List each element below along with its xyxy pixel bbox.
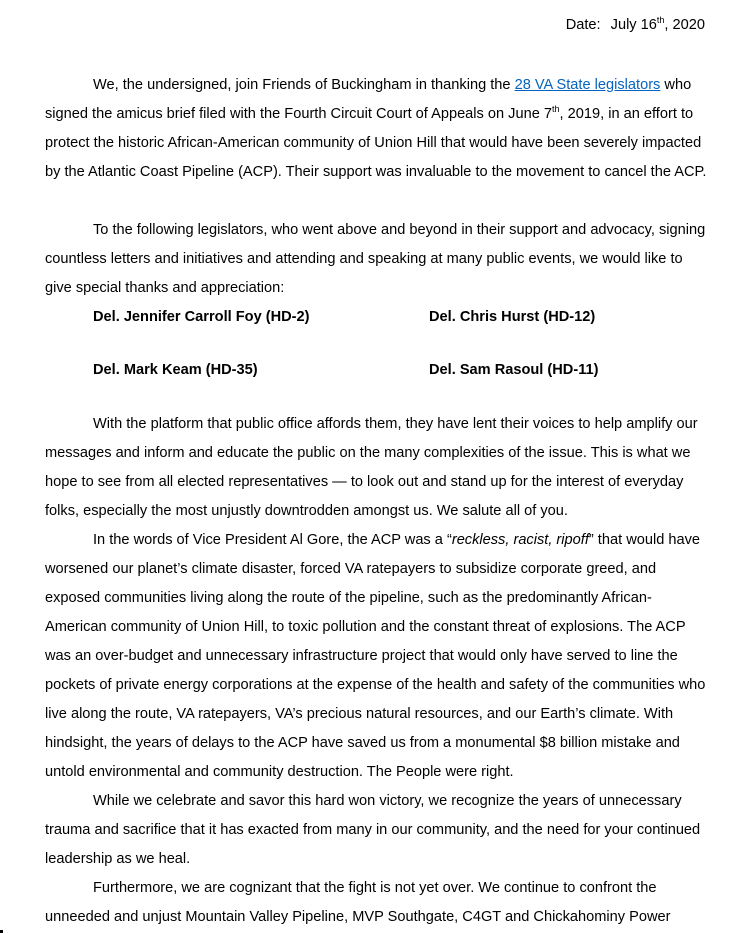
- date-value: [611, 17, 705, 33]
- date-year: , 2020: [664, 17, 705, 33]
- paragraph-gore-quote: [45, 526, 711, 787]
- date-ordinal: th: [656, 15, 665, 26]
- paragraph-thanks: [45, 71, 711, 187]
- p6-text: Furthermore, we are cognizant that the fight is not yet over. We continue to confront the unneeded and unjust Mountain Valley Pipeline, MVP Southgate, C4GT and Chickahominy Power: [45, 880, 671, 925]
- p4-text-a: In the words of Vice President Al Gore, the ACP was a “: [93, 532, 452, 548]
- p1-text-b: who signed the amicus brief filed with the Fourth Circuit Court of Appeals on June 7: [45, 77, 692, 122]
- paragraph-special-thanks: [45, 216, 711, 303]
- p1-text-c: , 2019, in an effort to protect the historic African-American community of Union Hill that would have been severely impacted by the Atlantic Coast Pipeline (ACP). Their support was invaluable to the movement to cancel the ACP.: [45, 106, 707, 180]
- date-day: July 16: [610, 17, 657, 33]
- legislator-name: Del. Sam Rasoul (HD-11): [429, 362, 599, 378]
- p3-text: With the platform that public office affords them, they have lent their voices to help amplify our messages and inform and educate the public on the many complexities of the issue. This is what we hope to see from all elected representatives — to look out and stand up for the interest of everyday folks, especially the most unjustly downtrodden amongst us. We salute all of you.: [45, 416, 698, 519]
- p5-text: While we celebrate and savor this hard won victory, we recognize the years of unnecessary trauma and sacrifice that it has exacted from many in our community, and the need for your continued leadership as we heal.: [45, 793, 701, 867]
- p2-text: To the following legislators, who went above and beyond in their support and advocacy, signing countless letters and initiatives and attending and speaking at many public events, we would like to give special thanks and appreciation:: [45, 222, 706, 296]
- gore-quote: reckless, racist, ripoff: [451, 532, 589, 548]
- legislator-name: Del. Jennifer Carroll Foy (HD-2): [93, 309, 310, 325]
- p1-text-a: We, the undersigned, join Friends of Buckingham in thanking the: [93, 77, 515, 93]
- p1-ordinal: th: [552, 104, 560, 115]
- legislators-link[interactable]: 28 VA State legislators: [514, 77, 661, 93]
- paragraph-celebrate: [45, 787, 711, 874]
- legislator-name: Del. Chris Hurst (HD-12): [429, 309, 596, 325]
- paragraph-furthermore: [45, 874, 711, 932]
- date-label: Date:: [565, 17, 601, 33]
- paragraph-platform: [45, 410, 711, 526]
- date-line: [566, 17, 705, 33]
- legislator-name: Del. Mark Keam (HD-35): [93, 362, 258, 378]
- p4-text-b: ” that would have worsened our planet’s climate disaster, forced VA ratepayers to subsidize corporate greed, and exposed communities living along the route of the pipeline, such as the predominantly African-American community of Union Hill, to toxic pollution and the constant threat of explosions. The ACP was an over-budget and unnecessary infrastructure project that would only have served to line the pockets of private energy corporations at the expense of the health and safety of the communities who live along the route, VA ratepayers, VA’s precious natural resources, and our Earth’s climate. With hindsight, the years of delays to the ACP have saved us from a monumental $8 billion mistake and untold environmental and community destruction. The People were right.: [45, 532, 706, 780]
